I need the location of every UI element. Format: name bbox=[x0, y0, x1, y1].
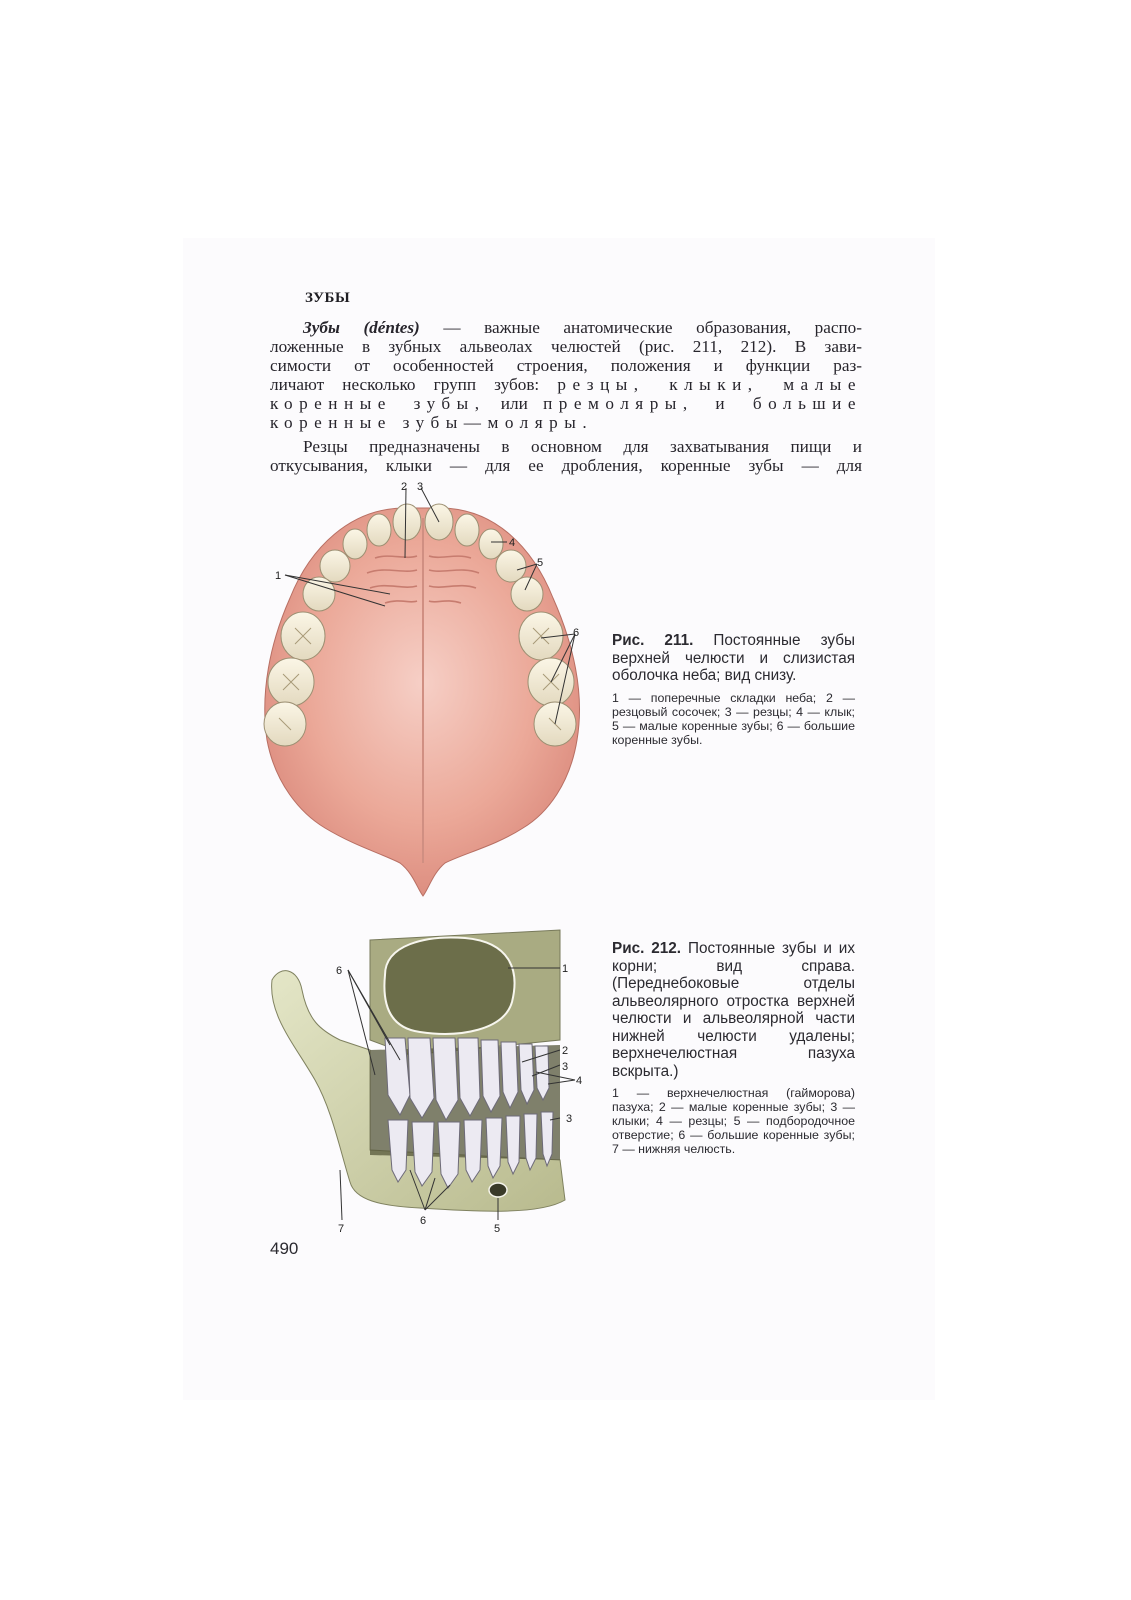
callout-label: 5 bbox=[494, 1223, 501, 1235]
page-number: 490 bbox=[270, 1239, 299, 1258]
callout-label: 3 bbox=[562, 1061, 569, 1073]
text-line: откусывания, клыки — для ее дробления, коренные зубы — для bbox=[270, 456, 862, 475]
callout-label: 3 bbox=[417, 481, 424, 493]
text-line: Резцы предназначены в основном для захватывания пищи и bbox=[303, 437, 862, 456]
callout-label: 1 bbox=[562, 963, 569, 975]
callout-label: 5 bbox=[537, 557, 544, 569]
spaced-term: премоляры, и большие bbox=[543, 394, 862, 413]
figure-212-caption bbox=[612, 940, 855, 1156]
callout-label: 4 bbox=[509, 537, 516, 549]
text-line: коренные зубы, или премоляры, и большие bbox=[270, 394, 862, 413]
paragraph-teeth-groups bbox=[270, 318, 862, 432]
figure-211-caption bbox=[612, 632, 855, 747]
figure-number: Рис. 212. bbox=[612, 940, 682, 957]
figure-number: Рис. 211. bbox=[612, 632, 694, 649]
figure-title: Постоянные зубы верхней челюсти и слизистая оболочка неба; вид снизу. bbox=[612, 632, 856, 684]
callout-label: 3 bbox=[566, 1113, 573, 1125]
spaced-term: коренные зубы, bbox=[270, 394, 486, 413]
term-dentes: Зубы (déntes) bbox=[303, 318, 420, 337]
figure-title: Постоянные зубы и их корни; вид справа. (Переднебоковые отделы альвеолярного отростка верхней челюсти и альвеолярной части нижней челюсти удалены; верхнечелюстная пазуха вскрыта.) bbox=[612, 940, 855, 1080]
spaced-term: резцы, клыки, малые bbox=[557, 375, 862, 394]
callout-label: 4 bbox=[576, 1075, 583, 1087]
figure-212-teeth-roots-illustration bbox=[260, 920, 590, 1240]
text-line: ложенные в зубных альвеолах челюстей (рис. 211, 212). В зави- bbox=[270, 337, 862, 356]
callout-label: 6 bbox=[420, 1215, 427, 1227]
mental-foramen bbox=[489, 1183, 507, 1197]
text-line: личают несколько групп зубов: резцы, клыки, малые bbox=[270, 375, 862, 394]
maxillary-sinus bbox=[384, 937, 514, 1033]
section-heading: ЗУБЫ bbox=[305, 290, 351, 306]
paragraph-teeth-function bbox=[270, 437, 862, 475]
text-line: коренные зубы—моляры. bbox=[270, 413, 587, 432]
callout-label: 2 bbox=[401, 481, 408, 493]
figure-legend: 1 — верхнечелюстная (гайморова) пазуха; 2 — малые коренные зубы; 3 — клыки; 4 — резцы; 5 — подбородочное отверстие; 6 — большие коренные зубы; 7 — нижняя челюсть. bbox=[612, 1086, 855, 1156]
callout-label: 7 bbox=[338, 1223, 345, 1235]
figure-211-upper-jaw-illustration bbox=[255, 478, 595, 898]
callout-label: 6 bbox=[573, 627, 580, 639]
text-line: Зубы (déntes) — важные анатомические образования, распо- bbox=[303, 318, 862, 337]
text-line: симости от особенностей строения, положения и функции раз- bbox=[270, 356, 862, 375]
callout-label: 1 bbox=[275, 570, 282, 582]
callout-label: 6 bbox=[336, 965, 343, 977]
callout-label: 2 bbox=[562, 1045, 569, 1057]
figure-legend: 1 — поперечные складки неба; 2 — резцовый сосочек; 3 — резцы; 4 — клык; 5 — малые коренные зубы; 6 — большие коренные зубы. bbox=[612, 690, 855, 747]
spaced-term: коренные зубы—моляры bbox=[270, 413, 583, 432]
